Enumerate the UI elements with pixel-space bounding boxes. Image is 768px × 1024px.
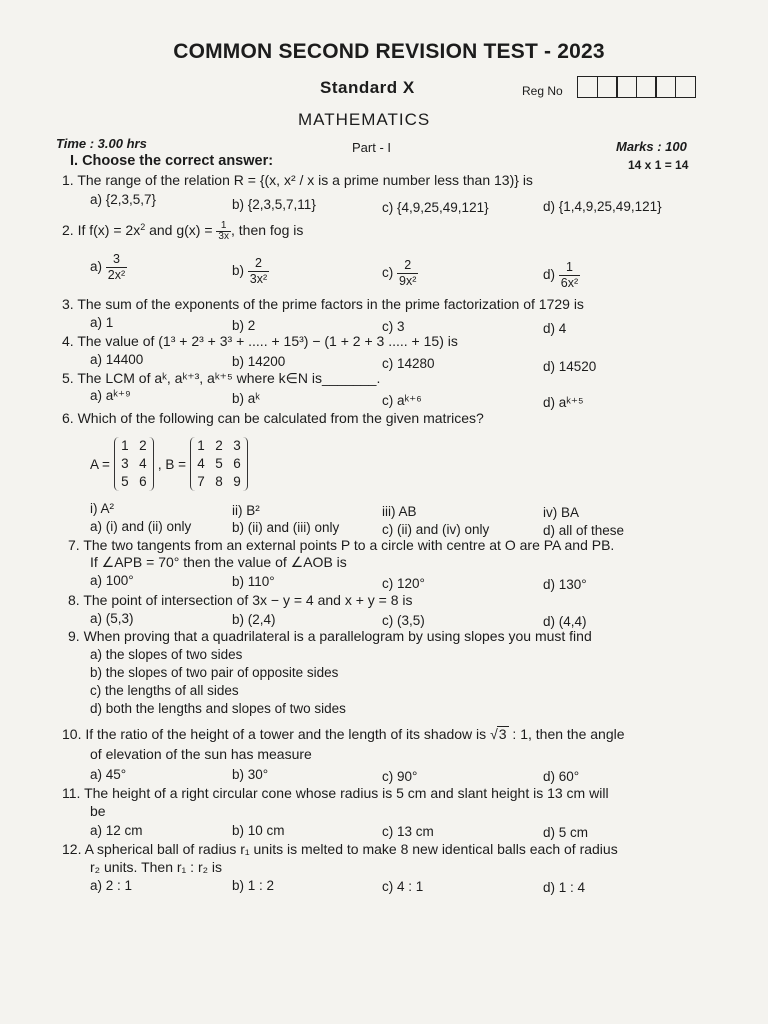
q8-option-b: b) (2,4) [232, 612, 276, 627]
q8-option-c: c) (3,5) [382, 613, 425, 628]
q12-option-b: b) 1 : 2 [232, 878, 275, 893]
q7-option-c: c) 120° [382, 576, 425, 591]
q6-option-a: a) (i) and (ii) only [90, 519, 192, 534]
question-7: 7. The two tangents from an external points P to a circle with centre at O are PA and PB. [68, 537, 615, 553]
question-9: 9. When proving that a quadrilateral is a parallelogram by using slopes you must find [68, 628, 592, 644]
matrix-a: 1 2 3 4 5 6 [114, 437, 154, 491]
q9-option-b: b) the slopes of two pair of opposite sides [90, 665, 339, 680]
question-7-line-2: If ∠APB = 70° then the value of ∠AOB is [90, 554, 347, 570]
q6-option-c: c) (ii) and (iv) only [382, 522, 490, 537]
q6-item-i: i) A² [90, 501, 115, 516]
q7-option-b: b) 110° [232, 574, 275, 589]
section-instruction: I. Choose the correct answer: [70, 153, 274, 169]
marks-label: Marks : 100 [616, 139, 687, 154]
q11-option-a: a) 12 cm [90, 823, 143, 838]
q5-option-c: c) aᵏ⁺⁶ [382, 393, 422, 408]
question-10: 10. If the ratio of the height of a tower and the length of its shadow is √3 : 1, then the angle [62, 726, 625, 742]
question-5: 5. The LCM of aᵏ, aᵏ⁺³, aᵏ⁺⁵ where k∈N is_______. [62, 370, 381, 386]
q10-option-a: a) 45° [90, 767, 127, 782]
q4-option-d: d) 14520 [543, 359, 597, 374]
q11-option-d: d) 5 cm [543, 825, 589, 840]
q1-option-d: d) {1,4,9,25,49,121} [543, 199, 662, 214]
q7-option-a: a) 100° [90, 573, 134, 588]
q4-option-a: a) 14400 [90, 352, 144, 367]
question-3: 3. The sum of the exponents of the prime factors in the prime factorization of 1729 is [62, 296, 584, 312]
q10-option-c: c) 90° [382, 769, 418, 784]
q9-option-d: d) both the lengths and slopes of two sides [90, 701, 346, 716]
marks-calculation: 14 x 1 = 14 [628, 158, 689, 172]
q6-item-iv: iv) BA [543, 505, 580, 520]
subject-title: MATHEMATICS [298, 110, 431, 129]
question-12-line-2: r₂ units. Then r₁ : r₂ is [90, 859, 223, 875]
q6-item-iii: iii) AB [382, 504, 417, 519]
q9-option-c: c) the lengths of all sides [90, 683, 239, 698]
q3-option-d: d) 4 [543, 321, 567, 336]
question-11-line-2: be [90, 803, 106, 819]
q2-option-c: c) $\frac{2}{\text{9x²}}$ [382, 258, 417, 288]
q4-option-c: c) 14280 [382, 356, 435, 371]
reg-no-boxes [577, 76, 694, 98]
q5-option-d: d) aᵏ⁺⁵ [543, 395, 584, 410]
matrix-a-b: A = 1 2 3 4 5 6 , B = 1 2 3 4 5 6 7 8 9 [90, 437, 248, 491]
q3-option-a: a) 1 [90, 315, 114, 330]
q1-option-b: b) {2,3,5,7,11} [232, 197, 316, 212]
q5-option-b: b) aᵏ [232, 391, 260, 406]
q10-option-d: d) 60° [543, 769, 580, 784]
question-1: 1. The range of the relation R = {(x, x² / x is a prime number less than 13)} is [62, 172, 533, 188]
q1-option-a: a) {2,3,5,7} [90, 192, 157, 207]
q6-option-b: b) (ii) and (iii) only [232, 520, 340, 535]
q6-item-ii: ii) B² [232, 503, 260, 518]
matrix-b: 1 2 3 4 5 6 7 8 9 [190, 437, 248, 491]
q12-option-c: c) 4 : 1 [382, 879, 424, 894]
standard-label: Standard X [320, 78, 415, 97]
q11-option-c: c) 13 cm [382, 824, 434, 839]
q9-option-a: a) the slopes of two sides [90, 647, 243, 662]
q11-option-b: b) 10 cm [232, 823, 285, 838]
question-6: 6. Which of the following can be calculated from the given matrices? [62, 410, 484, 426]
q7-option-d: d) 130° [543, 577, 587, 592]
q12-option-a: a) 2 : 1 [90, 878, 133, 893]
q5-option-a: a) aᵏ⁺⁹ [90, 388, 131, 403]
q8-option-d: d) (4,4) [543, 614, 587, 629]
q8-option-a: a) (5,3) [90, 611, 134, 626]
q6-option-d: d) all of these [543, 523, 625, 538]
q10-option-b: b) 30° [232, 767, 269, 782]
question-4: 4. The value of (1³ + 2³ + 3³ + ..... + 15³) − (1 + 2 + 3 ..... + 15) is [62, 333, 458, 349]
question-10-line-2: of elevation of the sun has measure [90, 746, 312, 762]
q2-option-d: d) $\frac{1}{\text{6x²}}$ [543, 260, 579, 290]
q3-option-c: c) 3 [382, 319, 405, 334]
exam-title: COMMON SECOND REVISION TEST - 2023 [173, 40, 605, 63]
q12-option-d: d) 1 : 4 [543, 880, 586, 895]
q2-option-b: b) $\frac{2}{\text{3x²}}$ [232, 256, 268, 286]
q4-option-b: b) 14200 [232, 354, 286, 369]
part-label: Part - I [352, 140, 392, 155]
question-8: 8. The point of intersection of 3x − y = 4 and x + y = 8 is [68, 592, 413, 608]
q2-option-a: a) $\frac{3}{\text{2x²}}$ [90, 252, 126, 282]
reg-no-label: Reg No [522, 84, 563, 98]
question-11: 11. The height of a right circular cone whose radius is 5 cm and slant height is 13 cm will [62, 785, 609, 801]
q1-option-c: c) {4,9,25,49,121} [382, 200, 489, 215]
time-label: Time : 3.00 hrs [56, 136, 147, 151]
question-2: 2. If $f(x) = 2x^2$ and g(x) = $\frac{1}{3x}$ , then fog is [62, 220, 304, 242]
q3-option-b: b) 2 [232, 318, 256, 333]
question-12: 12. A spherical ball of radius r₁ units is melted to make 8 new identical balls each of radius [62, 841, 618, 857]
